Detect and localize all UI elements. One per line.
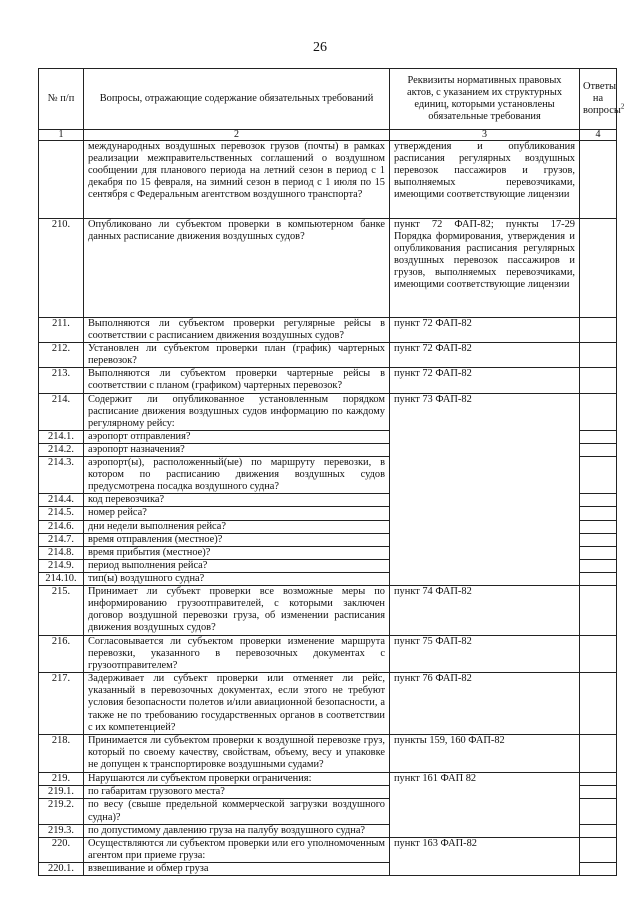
row-question: аэропорт назначения? xyxy=(84,443,390,456)
row-reference: пункт 72 ФАП-82 xyxy=(390,368,580,393)
table-row xyxy=(39,219,617,318)
row-question: аэропорт отправления? xyxy=(84,430,390,443)
column-number: 1 xyxy=(39,130,84,141)
row-number: 214.7. xyxy=(39,533,84,546)
row-answer[interactable] xyxy=(580,343,617,368)
column-number: 4 xyxy=(580,130,617,141)
row-answer[interactable] xyxy=(580,141,617,219)
row-answer[interactable] xyxy=(580,520,617,533)
row-number: 219.1. xyxy=(39,786,84,799)
header-number: № п/п xyxy=(39,69,84,130)
row-answer[interactable] xyxy=(580,393,617,430)
table-row xyxy=(39,673,617,735)
row-answer[interactable] xyxy=(580,430,617,443)
table-row xyxy=(39,735,617,773)
row-question: международных воздушных перевозок грузов (почты) в рамках реализации межправительственных соглашений о воздушном сообщении для планового периода на летний сезон в период с 1 декабря по 15 февраля, на зимний сезон в период с 1 июля по 15 сентября с Федеральным агентством воздушного транспорта? xyxy=(84,141,390,219)
row-answer[interactable] xyxy=(580,837,617,862)
row-number: 213. xyxy=(39,368,84,393)
row-answer[interactable] xyxy=(580,368,617,393)
row-number: 219.3. xyxy=(39,824,84,837)
row-number: 218. xyxy=(39,735,84,773)
row-number: 212. xyxy=(39,343,84,368)
row-number: 214. xyxy=(39,393,84,430)
row-answer[interactable] xyxy=(580,572,617,585)
row-number: 214.2. xyxy=(39,443,84,456)
table-row xyxy=(39,635,617,672)
row-reference: пункт 161 ФАП 82 xyxy=(390,773,580,837)
row-reference: пункт 73 ФАП-82 xyxy=(390,393,580,585)
row-number: 220.1. xyxy=(39,862,84,875)
row-answer[interactable] xyxy=(580,318,617,343)
row-question: период выполнения рейса? xyxy=(84,559,390,572)
row-number: 214.10. xyxy=(39,572,84,585)
row-number: 214.6. xyxy=(39,520,84,533)
row-question: аэропорт(ы), расположенный(ые) по маршруту перевозки, в котором по расписанию движения воздушных судов предусмотрена посадка воздушного судна? xyxy=(84,457,390,494)
row-answer[interactable] xyxy=(580,824,617,837)
row-question: код перевозчика? xyxy=(84,494,390,507)
row-answer[interactable] xyxy=(580,507,617,520)
row-number: 214.8. xyxy=(39,546,84,559)
row-answer[interactable] xyxy=(580,585,617,635)
table-row xyxy=(39,585,617,635)
row-question: по габаритам грузового места? xyxy=(84,786,390,799)
row-number: 220. xyxy=(39,837,84,862)
row-number: 211. xyxy=(39,318,84,343)
row-question: Опубликовано ли субъектом проверки в компьютерном банке данных расписание движения воздушных судов? xyxy=(84,219,390,318)
row-reference: пункты 159, 160 ФАП-82 xyxy=(390,735,580,773)
row-answer[interactable] xyxy=(580,546,617,559)
row-number: 215. xyxy=(39,585,84,635)
requirements-table xyxy=(38,68,625,876)
row-answer[interactable] xyxy=(580,457,617,494)
table-row xyxy=(39,343,617,368)
row-question: время прибытия (местное)? xyxy=(84,546,390,559)
row-answer[interactable] xyxy=(580,533,617,546)
row-question: Выполняются ли субъектом проверки чартерные рейсы в соответствии с планом (графиком) чартерных перевозок? xyxy=(84,368,390,393)
row-question: тип(ы) воздушного судна? xyxy=(84,572,390,585)
row-answer[interactable] xyxy=(580,494,617,507)
row-question: Установлен ли субъектом проверки план (график) чартерных перевозок? xyxy=(84,343,390,368)
row-number: 214.3. xyxy=(39,457,84,494)
row-answer[interactable] xyxy=(580,635,617,672)
column-numbers-row xyxy=(39,130,617,141)
row-question: взвешивание и обмер груза xyxy=(84,862,390,875)
header-questions: Вопросы, отражающие содержание обязательных требований xyxy=(84,69,390,130)
page-number: 26 xyxy=(313,40,327,55)
row-answer[interactable] xyxy=(580,673,617,735)
row-question: номер рейса? xyxy=(84,507,390,520)
table-row xyxy=(39,368,617,393)
column-number: 2 xyxy=(84,130,390,141)
row-number: 214.4. xyxy=(39,494,84,507)
row-answer[interactable] xyxy=(580,799,617,824)
header-answers-text: Ответы на вопросы xyxy=(583,80,621,117)
row-answer[interactable] xyxy=(580,735,617,773)
row-number: 214.9. xyxy=(39,559,84,572)
row-reference: пункт 74 ФАП-82 xyxy=(390,585,580,635)
row-reference: пункт 75 ФАП-82 xyxy=(390,635,580,672)
row-number xyxy=(39,141,84,219)
header-answers-footnote: 2 xyxy=(620,102,625,111)
row-question: Содержит ли опубликованное установленным порядком расписание движения воздушных судов информацию по каждому регулярному рейсу: xyxy=(84,393,390,430)
row-question: Принимает ли субъект проверки все возможные меры по информированию грузоотправителей, с которыми заключен договор воздушной перевозки груза, об изменении расписания движения воздушных судов? xyxy=(84,585,390,635)
row-number: 217. xyxy=(39,673,84,735)
row-number: 219.2. xyxy=(39,799,84,824)
row-reference: пункт 72 ФАП-82; пункты 17-29 Порядка формирования, утверждения и опубликования расписания регулярных воздушных перевозок пассажиров и грузов, выполняемых перевозчиками, имеющими соответствующие лицензии xyxy=(390,219,580,318)
row-question: по весу (свыше предельной коммерческой загрузки воздушного судна)? xyxy=(84,799,390,824)
table-header-row xyxy=(39,69,617,130)
column-number: 3 xyxy=(390,130,580,141)
table-row xyxy=(39,773,617,786)
row-answer[interactable] xyxy=(580,786,617,799)
table-row xyxy=(39,318,617,343)
row-reference: пункт 163 ФАП-82 xyxy=(390,837,580,875)
row-reference: утверждения и опубликования расписания регулярных воздушных перевозок пассажиров и грузов, выполняемых перевозчиками, имеющими соответствующие лицензии xyxy=(390,141,580,219)
table-row xyxy=(39,141,617,219)
row-answer[interactable] xyxy=(580,219,617,318)
table-row xyxy=(39,393,617,430)
row-question: Нарушаются ли субъектом проверки ограничения: xyxy=(84,773,390,786)
row-question: Задерживает ли субъект проверки или отменяет ли рейс, указанный в перевозочных документах, если этого не требуют условия безопасности полетов и/или авиационной безопасности, а также не по требованию государственных органов в соответствии с их компетенцией? xyxy=(84,673,390,735)
row-question: Осуществляются ли субъектом проверки или его уполномоченным агентом при приеме груза: xyxy=(84,837,390,862)
row-number: 216. xyxy=(39,635,84,672)
header-answers xyxy=(580,69,625,130)
row-answer[interactable] xyxy=(580,773,617,786)
row-number: 214.5. xyxy=(39,507,84,520)
row-question: дни недели выполнения рейса? xyxy=(84,520,390,533)
row-number: 219. xyxy=(39,773,84,786)
header-references: Реквизиты нормативных правовых актов, с указанием их структурных единиц, которыми установлены обязательные требования xyxy=(390,69,580,130)
row-question: Принимается ли субъектом проверки к воздушной перевозке груз, который по своему качеству, свойствам, объему, весу и упаковке не допущен к транспортировке воздушными судами? xyxy=(84,735,390,773)
table-row xyxy=(39,837,617,862)
row-question: Выполняются ли субъектом проверки регулярные рейсы в соответствии с расписанием движения воздушных судов? xyxy=(84,318,390,343)
row-number: 210. xyxy=(39,219,84,318)
row-number: 214.1. xyxy=(39,430,84,443)
row-question: время отправления (местное)? xyxy=(84,533,390,546)
row-question: по допустимому давлению груза на палубу воздушного судна? xyxy=(84,824,390,837)
row-reference: пункт 76 ФАП-82 xyxy=(390,673,580,735)
row-reference: пункт 72 ФАП-82 xyxy=(390,318,580,343)
row-answer[interactable] xyxy=(580,443,617,456)
row-answer[interactable] xyxy=(580,862,617,875)
row-answer[interactable] xyxy=(580,559,617,572)
row-question: Согласовывается ли субъектом проверки изменение маршрута перевозки, указанного в перевозочных документах с грузоотправителем? xyxy=(84,635,390,672)
row-reference: пункт 72 ФАП-82 xyxy=(390,343,580,368)
